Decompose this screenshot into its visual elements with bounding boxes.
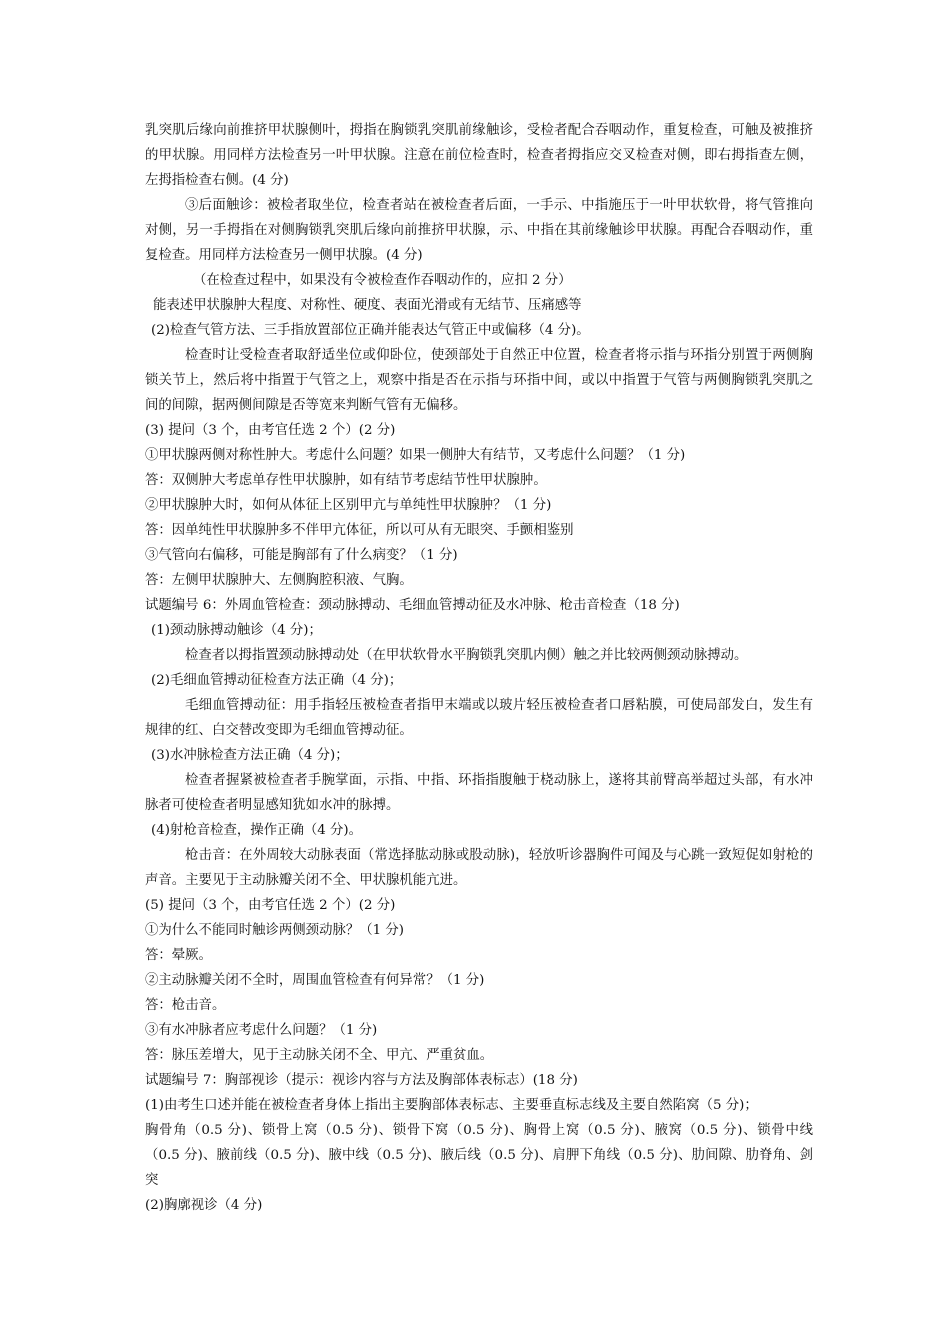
paragraph: 答：脉压差增大，见于主动脉关闭不全、甲亢、严重贫血。 — [145, 1048, 494, 1063]
paragraph: (3)水冲脉检查方法正确（4 分)； — [151, 748, 349, 763]
paragraph: 枪击音：在外周较大动脉表面（常选择肱动脉或股动脉)，轻放听诊器胸件可闻及与心跳一致短促如射枪的声音。主要见于主动脉瓣关闭不全、甲状腺机能亢进。 — [145, 848, 813, 888]
paragraph: 答：枪击音。 — [145, 998, 226, 1013]
paragraph: 答：晕厥。 — [145, 948, 212, 963]
paragraph: 能表述甲状腺肿大程度、对称性、硬度、表面光滑或有无结节、压痛感等 — [153, 298, 582, 313]
paragraph: 答：因单纯性甲状腺肿多不伴甲亢体征，所以可从有无眼突、手颤相鉴别 — [145, 523, 574, 538]
paragraph: ①为什么不能同时触诊两侧颈动脉？（1 分) — [145, 923, 405, 938]
paragraph: 检查者以拇指置颈动脉搏动处（在甲状软骨水平胸锁乳突肌内侧）触之并比较两侧颈动脉搏动。 — [185, 648, 748, 663]
paragraph: 胸骨角（0.5 分)、锁骨上窝（0.5 分)、锁骨下窝（0.5 分)、胸骨上窝（0.5 分)、腋窝（0.5 分)、锁骨中线（0.5 分)、腋前线（0.5 分)、腋中线（0.5 分)、腋后线（0.5 分)、肩胛下角线（0.5 分)、肋间隙、肋脊角、剑突 — [145, 1123, 813, 1188]
paragraph: ②甲状腺肿大时，如何从体征上区别甲亢与单纯性甲状腺肿？（1 分) — [145, 498, 552, 513]
paragraph: (2)检查气管方法、三手指放置部位正确并能表达气管正中或偏移（4 分)。 — [151, 323, 590, 338]
paragraph: ①甲状腺两侧对称性肿大。考虑什么问题？如果一侧肿大有结节，又考虑什么问题？（1 分) — [145, 448, 686, 463]
paragraph: (2)毛细血管搏动征检查方法正确（4 分)； — [151, 673, 403, 688]
paragraph: 乳突肌后缘向前推挤甲状腺侧叶，拇指在胸锁乳突肌前缘触诊，受检者配合吞咽动作，重复检查，可触及被推挤的甲状腺。用同样方法检查另一叶甲状腺。注意在前位检查时，检查者拇指应交叉检查对侧，即右拇指查左侧，左拇指检查右侧。(4 分) — [145, 123, 813, 188]
paragraph: (5) 提问（3 个，由考官任选 2 个）(2 分) — [145, 898, 396, 913]
paragraph: ③后面触诊：被检者取坐位，检查者站在被检查者后面，一手示、中指施压于一叶甲状软骨，将气管推向对侧，另一手拇指在对侧胸锁乳突肌后缘向前推挤甲状腺，示、中指在其前缘触诊甲状腺。再配合吞咽动作，重复检查。用同样方法检查另一侧甲状腺。(4 分) — [145, 198, 813, 263]
paragraph: 检查时让受检查者取舒适坐位或仰卧位，使颈部处于自然正中位置，检查者将示指与环指分别置于两侧胸锁关节上，然后将中指置于气管之上，观察中指是否在示指与环指中间，或以中指置于气管与两侧胸锁乳突肌之间的间隙，据两侧间隙是否等宽来判断气管有无偏移。 — [145, 348, 813, 413]
paragraph: 试题编号 7：胸部视诊（提示：视诊内容与方法及胸部体表标志）(18 分) — [145, 1073, 578, 1088]
paragraph: (1)由考生口述并能在被检查者身体上指出主要胸部体表标志、主要垂直标志线及主要自然陷窝（5 分)； — [145, 1098, 758, 1113]
paragraph: (4)射枪音检查，操作正确（4 分)。 — [151, 823, 363, 838]
paragraph: 答：左侧甲状腺肿大、左侧胸腔积液、气胸。 — [145, 573, 413, 588]
document-body — [145, 118, 813, 1218]
paragraph: ②主动脉瓣关闭不全时，周围血管检查有何异常？（1 分) — [145, 973, 485, 988]
paragraph: （在检查过程中，如果没有令被检查作吞咽动作的，应扣 2 分） — [193, 273, 572, 288]
paragraph: (2)胸廓视诊（4 分) — [145, 1198, 263, 1213]
paragraph: (1)颈动脉搏动触诊（4 分)； — [151, 623, 322, 638]
paragraph: ③有水冲脉者应考虑什么问题？（1 分) — [145, 1023, 378, 1038]
paragraph: 检查者握紧被检查者手腕掌面，示指、中指、环指指腹触于桡动脉上，遂将其前臂高举超过头部，有水冲脉者可使检查者明显感知犹如水冲的脉搏。 — [145, 773, 813, 813]
paragraph: 试题编号 6：外周血管检查：颈动脉搏动、毛细血管搏动征及水冲脉、枪击音检查（18 分) — [145, 598, 680, 613]
paragraph: (3) 提问（3 个，由考官任选 2 个）(2 分) — [145, 423, 396, 438]
paragraph: 毛细血管搏动征：用手指轻压被检查者指甲末端或以玻片轻压被检查者口唇粘膜，可使局部发白，发生有规律的红、白交替改变即为毛细血管搏动征。 — [145, 698, 813, 738]
paragraph: 答：双侧肿大考虑单存性甲状腺肿，如有结节考虑结节性甲状腺肿。 — [145, 473, 547, 488]
paragraph: ③气管向右偏移，可能是胸部有了什么病变？（1 分) — [145, 548, 458, 563]
